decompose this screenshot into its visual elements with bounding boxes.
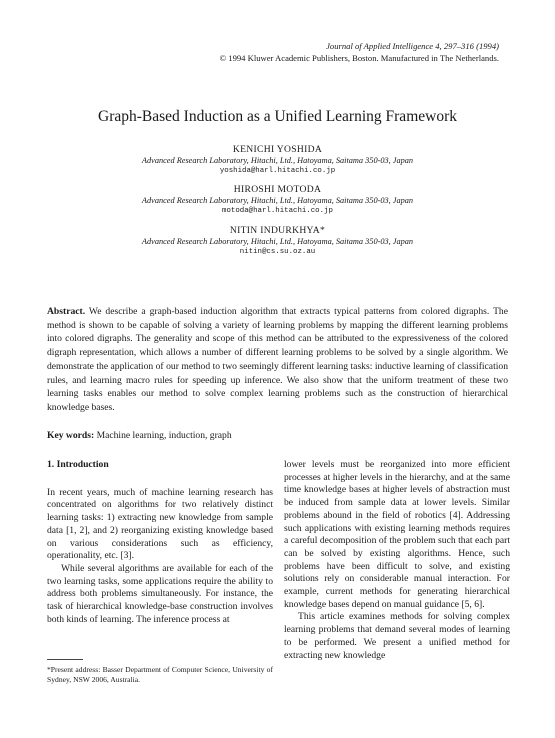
copyright-line: © 1994 Kluwer Academic Publishers, Boston. Manufactured in The Netherlands. xyxy=(219,53,499,63)
author-email: nitin@cs.su.oz.au xyxy=(239,248,316,256)
right-column xyxy=(284,459,510,662)
body-paragraph: While several algorithms are available for each of the two learning tasks, some applications require the ability to address both problems simultaneously. For instance, the task of hierarchical knowledge-base construction involves both kinds of learning. The inference process at xyxy=(47,562,273,625)
keywords xyxy=(47,429,508,443)
author-email: motoda@harl.hitachi.co.jp xyxy=(222,207,333,215)
body-paragraph: This article examines methods for solving complex learning problems that demand several modes of learning to be performed. We present a unified method for extracting new knowledge xyxy=(284,611,510,661)
author-name: NITIN INDURKHYA* xyxy=(229,225,326,236)
article-title: Graph-Based Induction as a Unified Learning Framework xyxy=(98,108,457,125)
section-heading: 1. Introduction xyxy=(47,459,109,470)
author-name: KENICHI YOSHIDA xyxy=(232,144,323,155)
left-column xyxy=(47,459,273,626)
abstract xyxy=(47,305,508,415)
author-affiliation: Advanced Research Laboratory, Hitachi, Ltd., Hatoyama, Saitama 350-03, Japan xyxy=(141,237,414,246)
author-affiliation: Advanced Research Laboratory, Hitachi, Ltd., Hatoyama, Saitama 350-03, Japan xyxy=(141,196,414,205)
keywords-text: Machine learning, induction, graph xyxy=(96,430,232,441)
author-block-3 xyxy=(0,225,555,258)
footnote-divider xyxy=(47,659,83,660)
author-affiliation: Advanced Research Laboratory, Hitachi, Ltd., Hatoyama, Saitama 350-03, Japan xyxy=(141,156,414,165)
author-block-2 xyxy=(0,184,555,217)
body-paragraph: lower levels must be reorganized into more efficient processes at higher levels in the hierarchy, and at the same time knowledge bases at higher levels of abstraction must be induced from sample data at lower levels. Similar problems abound in the field of robotics [4]. Addressing such applications with existing learning methods requires a careful decomposition of the problem such that each part can be solved by existing algorithms. Hence, such problems have been difficult to solve, and existing solutions rely on considerable manual interaction. For example, current methods for generating hierarchical knowledge bases depend on manual guidance [5, 6]. xyxy=(284,459,510,610)
body-paragraph: In recent years, much of machine learning research has concentrated on algorithms for two relatively distinct learning tasks: 1) extracting new knowledge from sample data [1, 2], and 2) reorganizing existing knowledge based on various considerations such as efficiency, operationality, etc. [3]. xyxy=(47,486,273,562)
journal-citation: Journal of Applied Intelligence 4, 297–316 (1994) xyxy=(326,41,499,51)
journal-header xyxy=(220,40,499,64)
abstract-label: Abstract. xyxy=(47,306,86,317)
author-block-1 xyxy=(0,144,555,177)
footnote: *Present address: Basser Department of Computer Science, University of Sydney, NSW 2006, Australia. xyxy=(47,665,273,685)
author-name: HIROSHI MOTODA xyxy=(233,184,322,195)
keywords-label: Key words: xyxy=(47,430,95,441)
abstract-text: We describe a graph-based induction algorithm that extracts typical patterns from colored digraphs. The method is shown to be capable of solving a variety of learning problems by mapping the different learning problems into colored digraphs. The generality and scope of this method can be attributed to the expressiveness of the colored digraph representation, which allows a number of different learning problems to be solved by a single algorithm. We demonstrate the application of our method to two seemingly different learning tasks: inductive learning of classification rules, and learning macro rules for speeding up inference. We also show that the uniform treatment of these two learning tasks enables our method to solve complex learning problems such as the construction of hierarchical knowledge bases. xyxy=(47,306,508,413)
author-email: yoshida@harl.hitachi.co.jp xyxy=(219,167,336,175)
